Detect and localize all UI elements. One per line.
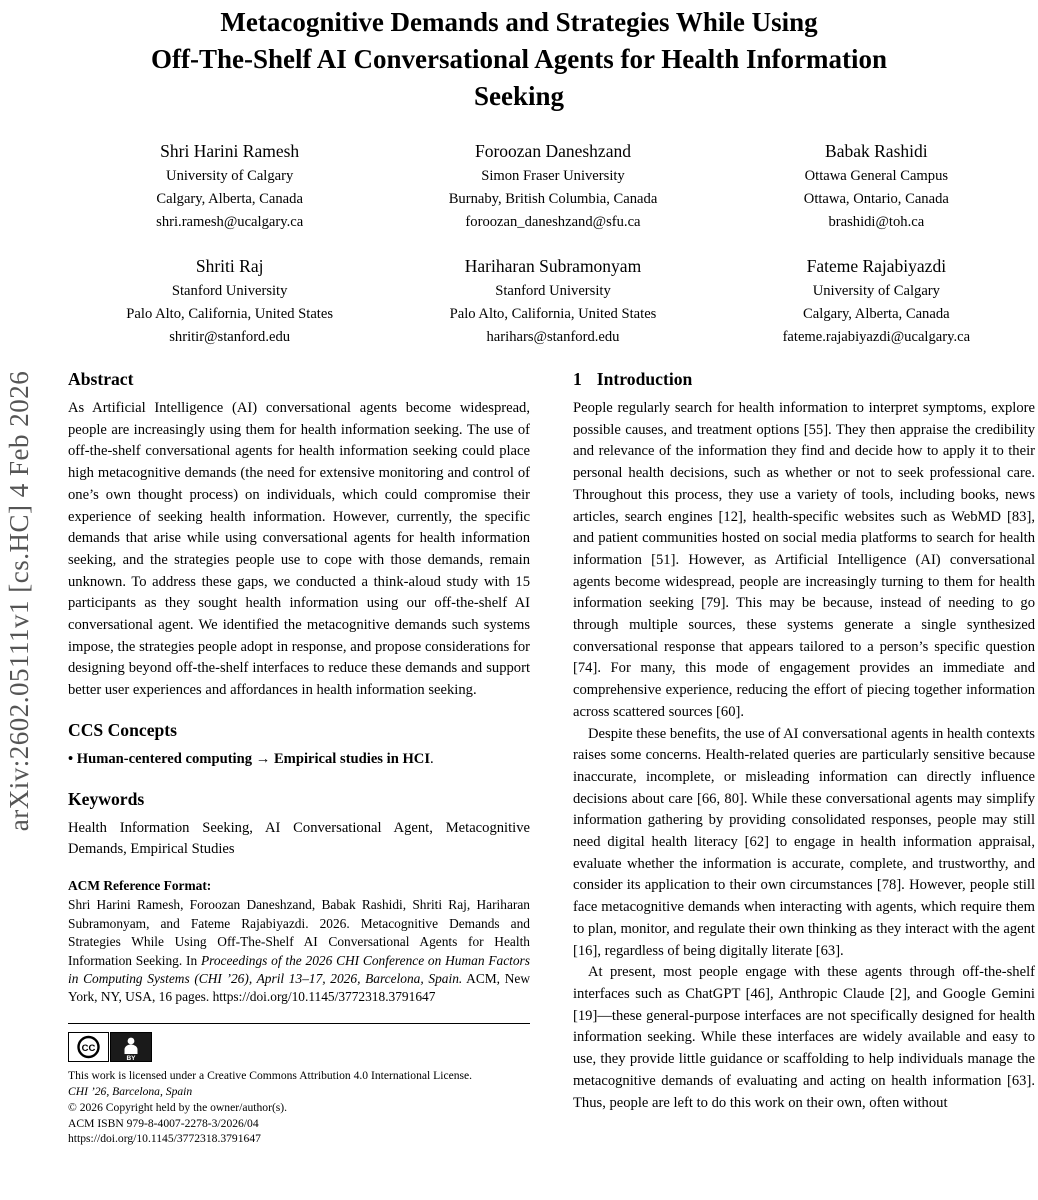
right-column bbox=[573, 363, 1035, 1147]
acm-reference-proceedings: Proceedings of the 2026 CHI Conference on Human Factors in Computing Systems (CHI ’26), April 13–17, 2026, Barcelona, Spain. bbox=[68, 952, 530, 986]
cc-by-badge[interactable] bbox=[68, 1032, 152, 1062]
author-location: Calgary, Alberta, Canada bbox=[803, 306, 950, 322]
introduction-heading bbox=[573, 368, 1035, 390]
acm-reference-heading: ACM Reference Format: bbox=[68, 877, 212, 893]
footnote-rule bbox=[68, 1023, 530, 1024]
author-name: Babak Rashidi bbox=[825, 141, 928, 161]
author-name: Foroozan Daneshzand bbox=[474, 141, 631, 161]
author-email: harihars@stanford.edu bbox=[486, 329, 620, 345]
author-name: Shriti Raj bbox=[195, 256, 264, 276]
title-line-3: Seeking bbox=[473, 81, 565, 111]
author-location: Burnaby, British Columbia, Canada bbox=[448, 191, 658, 207]
author-email: shri.ramesh@ucalgary.ca bbox=[156, 214, 304, 230]
keywords-text: Health Information Seeking, AI Conversational Agent, Metacognitive Demands, Empirical Studies bbox=[68, 819, 530, 858]
author-block bbox=[68, 139, 391, 234]
author-affiliation: Ottawa General Campus bbox=[804, 168, 949, 184]
arxiv-watermark: arXiv:2602.05111v1 [cs.HC] 4 Feb 2026 bbox=[4, 370, 34, 832]
author-email: brashidi@toh.ca bbox=[828, 214, 925, 230]
author-affiliation: Stanford University bbox=[171, 283, 288, 299]
intro-paragraph-2: Despite these benefits, the use of AI conversational agents in health contexts raises some concerns. Health-related queries are particularly sensitive because inaccurate, incomplete, or misleading information can directly influence decisions about care [66, 80]. While these conversational agents may simplify information gathering by providing consolidated responses, people may still need digital health literacy [62] to engage in health information appraisal, evaluate whether the information is accurate, complete, and trustworthy, and consider its application to their own circumstances [78]. However, people still face metacognitive demands when interacting with agents, which require them to plan, monitor, and regulate their own thinking as they interact with the agent [16], regardless of being digitally literate [63]. bbox=[573, 725, 1035, 959]
section-title: Introduction bbox=[596, 369, 693, 389]
author-block bbox=[715, 139, 1038, 234]
intro-paragraph-3: At present, most people engage with these agents through off-the-shelf interfaces such as ChatGPT [46], Anthropic Claude [2], and Google Gemini [19]—these general-purpose interfaces are not specifically designed for health information seeking. While these interfaces are widely available and easy to use, they provide little guidance or scaffolding to help individuals manage the metacognitive demands of evaluating and acting on health information [63]. Thus, people are left to do this work on their own, often without bbox=[573, 964, 1035, 1111]
author-name: Shri Harini Ramesh bbox=[160, 141, 300, 161]
copyright-line: © 2026 Copyright held by the owner/author(s). bbox=[68, 1100, 288, 1114]
author-email: shritir@stanford.edu bbox=[169, 329, 291, 345]
author-block bbox=[391, 254, 714, 349]
ccs-concept-1: Human-centered computing bbox=[76, 750, 253, 767]
ccs-concept-2: Empirical studies in HCI bbox=[273, 750, 431, 767]
section-number: 1 bbox=[573, 369, 582, 389]
ccs-concepts-line bbox=[68, 749, 530, 771]
keywords-heading: Keywords bbox=[68, 788, 145, 809]
author-affiliation: University of Calgary bbox=[166, 168, 294, 184]
ccs-bullet: • bbox=[68, 750, 74, 767]
acm-reference-part2[interactable]: ACM, New York, NY, USA, 16 pages. https://doi.org/10.1145/3772318.3791647 bbox=[68, 970, 530, 1005]
svg-text:CC: CC bbox=[81, 1042, 96, 1054]
author-location: Palo Alto, California, United States bbox=[126, 306, 334, 322]
two-column-body bbox=[68, 363, 1038, 1147]
intro-paragraph-1: People regularly search for health information to interpret symptoms, explore possible causes, and treatment options [55]. They then appraise the credibility and relevance of the information they find and decide how to apply it to their personal health decisions, such as whether or not to seek professional care. Throughout this process, they use a variety of tools, including books, news articles, search engines [12], health-specific websites such as WebMD [83], and patient communities hosted on social media platforms to search for health information [51]. However, as Artificial Intelligence (AI) conversational agents become widespread, people are increasingly turning to them for health information seeking [79]. This may be because, instead of needing to go through multiple sources, these systems generate a single synthesized conversational response that appears tailored to a person’s specific question [74]. For many, this mode of engagement provides an immediate and comprehensive experience, reducing the effort of piecing together information across scattered sources [60]. bbox=[573, 400, 1035, 720]
license-block bbox=[68, 1068, 530, 1148]
acm-reference-part1: Shri Harini Ramesh, Foroozan Daneshzand, Babak Rashidi, Shriti Raj, Hariharan Subramonyam, and Fateme Rajabiyazdi. 2026. Metacognitive Demands and Strategies While Using Off-The-Shelf AI Conversational Agents for Health Information Seeking. In bbox=[68, 897, 530, 968]
author-block bbox=[68, 254, 391, 349]
ccs-arrow: → bbox=[255, 750, 271, 767]
author-name: Fateme Rajabiyazdi bbox=[806, 256, 947, 276]
doi-link[interactable]: https://doi.org/10.1145/3772318.3791647 bbox=[68, 1132, 261, 1146]
left-column bbox=[68, 363, 530, 1147]
abstract-text: As Artificial Intelligence (AI) conversational agents become widespread, people are increasingly using them for health information seeking. The use of off-the-shelf conversational agents for health information seeking could place high metacognitive demands (the need for extensive monitoring and control of one’s own thought process) on individuals, which could compromise their experience of seeking health information. However, currently, the specific demands that arise while using conversational agents for health information seeking, and the strategies people use to cope with those demands, remain unknown. To address these gaps, we conducted a think-aloud study with 15 participants as they sought health information using our off-the-shelf AI conversational agent. We identified the metacognitive demands such systems impose, the strategies people adopt in response, and propose considerations for designing beyond off-the-shelf interfaces to reduce these demands and support better user experiences and affordances in health information seeking. bbox=[68, 400, 530, 699]
abstract-heading: Abstract bbox=[68, 369, 134, 389]
author-location: Palo Alto, California, United States bbox=[449, 306, 657, 322]
author-email: fateme.rajabiyazdi@ucalgary.ca bbox=[782, 329, 971, 345]
author-email: foroozan_daneshzand@sfu.ca bbox=[465, 214, 641, 230]
license-statement: This work is licensed under a Creative Commons Attribution 4.0 International License. bbox=[68, 1068, 473, 1082]
acm-reference-text bbox=[68, 896, 530, 1006]
ccs-heading: CCS Concepts bbox=[68, 719, 177, 740]
author-affiliation: Stanford University bbox=[495, 283, 611, 299]
title-line-1: Metacognitive Demands and Strategies While Using bbox=[220, 7, 818, 37]
isbn-line: ACM ISBN 979-8-4007-2278-3/2026/04 bbox=[68, 1116, 259, 1130]
author-affiliation: University of Calgary bbox=[812, 283, 940, 299]
page-title bbox=[44, 4, 994, 115]
author-block bbox=[391, 139, 714, 234]
ccs-period: . bbox=[430, 750, 434, 767]
svg-text:BY: BY bbox=[126, 1054, 136, 1062]
author-location: Ottawa, Ontario, Canada bbox=[803, 191, 949, 207]
author-location: Calgary, Alberta, Canada bbox=[156, 191, 303, 207]
authors-grid bbox=[68, 139, 1038, 349]
author-block bbox=[715, 254, 1038, 349]
cc-icon bbox=[69, 1032, 109, 1061]
conference-venue: CHI ’26, Barcelona, Spain bbox=[68, 1084, 193, 1098]
title-line-2: Off-The-Shelf AI Conversational Agents for Health Information bbox=[151, 44, 887, 74]
author-name: Hariharan Subramonyam bbox=[464, 256, 642, 276]
by-person-icon bbox=[111, 1032, 152, 1062]
author-affiliation: Simon Fraser University bbox=[481, 168, 625, 184]
